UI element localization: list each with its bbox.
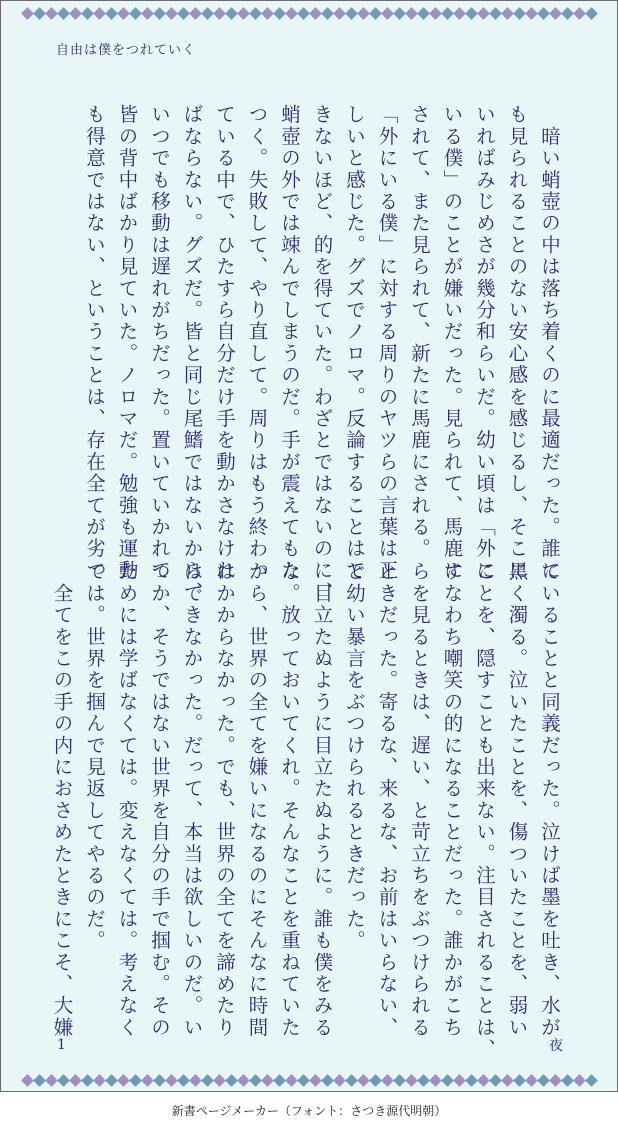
border-diamond (453, 1074, 466, 1087)
border-diamond (345, 7, 358, 20)
border-diamond (285, 7, 298, 20)
page-number: 1 (57, 1037, 66, 1053)
border-diamond (309, 7, 322, 20)
text-line: いればみじめさが幾分和らいだ。幼い頃は「外に (473, 104, 496, 582)
text-line: ことを、隠すことも出来ない。注目されることは、 (473, 561, 496, 1061)
border-diamond (81, 1074, 94, 1087)
text-line: はかからなかった。でも、世界の全てを諦めたり (213, 561, 236, 1039)
border-diamond (33, 1074, 46, 1087)
border-diamond (165, 1074, 178, 1087)
border-diamond (525, 1074, 538, 1087)
border-diamond (249, 1074, 262, 1087)
border-diamond (513, 1074, 526, 1087)
border-diamond (369, 7, 382, 20)
text-line: ては。世界を掴んで見返してやるのだ。 (83, 561, 106, 952)
border-diamond (153, 1074, 166, 1087)
text-line: いる僕」のことが嫌いだった。見られて、馬鹿に (440, 104, 464, 582)
border-diamond (117, 1074, 130, 1087)
text-line: はできなかった。だって、本当は欲しいのだ。い (180, 561, 204, 1039)
border-diamond (21, 7, 34, 20)
text-line: らを見るときは、遅い、と苛立ちをぶつけられる (408, 561, 431, 1039)
border-diamond (261, 1074, 274, 1087)
decorative-border-top (1, 5, 617, 21)
text-line: 目立たぬように目立たぬように。誰も僕をみる (310, 561, 334, 1039)
border-diamond (441, 1074, 454, 1087)
border-diamond (321, 7, 334, 20)
border-diamond (129, 7, 142, 20)
border-diamond (417, 1074, 430, 1087)
text-line: から、世界の全てを嫌いになるのにそんなに時間 (245, 561, 269, 1039)
border-diamond (213, 7, 226, 20)
text-line: されて、また見られて、新たに馬鹿にされる。 (408, 104, 431, 560)
text-line: いつでも移動は遅れがちだった。置いていかれて (148, 104, 171, 582)
text-line: ていることと同義だった。泣けば墨を吐き、水が (538, 561, 561, 1039)
border-diamond (477, 7, 490, 20)
border-diamond (57, 1074, 70, 1087)
border-diamond (549, 1074, 562, 1087)
border-diamond (309, 1074, 322, 1087)
border-diamond (489, 7, 502, 20)
text-line: つく。失敗して、やり直して。周りはもう終わっ (245, 104, 269, 582)
border-diamond (273, 7, 286, 20)
border-diamond (201, 1074, 214, 1087)
border-diamond (237, 7, 250, 20)
border-diamond (189, 1074, 202, 1087)
border-diamond (549, 7, 562, 20)
border-diamond (69, 1074, 82, 1087)
text-line: 皆の背中ばかり見ていた。ノロマだ。勉強も運動 (115, 104, 139, 582)
border-diamond (69, 7, 82, 20)
text-block-lower (50, 561, 565, 1061)
border-diamond (249, 7, 262, 20)
border-diamond (177, 1074, 190, 1087)
border-diamond (393, 1074, 406, 1087)
border-diamond (153, 7, 166, 20)
border-diamond (105, 7, 118, 20)
border-diamond (357, 7, 370, 20)
border-diamond (561, 7, 574, 20)
border-diamond (405, 7, 418, 20)
border-diamond (501, 7, 514, 20)
border-diamond (453, 7, 466, 20)
border-diamond (345, 1074, 358, 1087)
border-diamond (405, 1074, 418, 1087)
border-diamond (357, 1074, 370, 1087)
border-diamond (93, 7, 106, 20)
border-diamond (465, 1074, 478, 1087)
text-line: も得意ではない、ということは、存在全てが劣っ (83, 104, 106, 582)
border-diamond (537, 7, 550, 20)
border-diamond (333, 7, 346, 20)
text-line: きないほど、的を得ていた。わざとではないのに、 (310, 104, 334, 604)
border-diamond (525, 7, 538, 20)
border-diamond (381, 1074, 394, 1087)
border-diamond (201, 7, 214, 20)
border-diamond (261, 7, 274, 20)
border-diamond (21, 1074, 34, 1087)
border-diamond (117, 7, 130, 20)
text-line: 蛸壺の外では竦んでしまうのだ。手が震えてもた (278, 104, 301, 582)
text-line: ときだった。寄るな、来るな、お前はいらない、 (375, 561, 399, 1039)
border-diamond (429, 7, 442, 20)
border-diamond (105, 1074, 118, 1087)
border-diamond (165, 7, 178, 20)
border-diamond (237, 1074, 250, 1087)
border-diamond (501, 1074, 514, 1087)
border-diamond (441, 7, 454, 20)
border-diamond (573, 7, 586, 20)
border-diamond (141, 7, 154, 20)
text-line: しいと感じた。グズでノロマ。反論することはで (343, 104, 366, 582)
border-diamond (465, 7, 478, 20)
text-line: と幼い暴言をぶつけられるときだった。 (343, 561, 366, 952)
text-line: すなわち嘲笑の的になることだった。誰かがこち (440, 561, 464, 1039)
border-diamond (81, 7, 94, 20)
text-line: ばならない。グズだ。皆と同じ尾鰭ではないから、 (180, 104, 204, 604)
border-diamond (573, 1074, 586, 1087)
border-diamond (225, 7, 238, 20)
border-diamond (33, 7, 46, 20)
border-diamond (477, 1074, 490, 1087)
text-line: 「外にいる僕」に対する周りのヤツらの言葉は正 (375, 104, 399, 582)
border-diamond (225, 1074, 238, 1087)
border-diamond (585, 1074, 598, 1087)
border-diamond (177, 7, 190, 20)
border-diamond (129, 1074, 142, 1087)
text-block-upper (83, 104, 565, 604)
text-line: ている中で、ひたすら自分だけ手を動かさなけれ (213, 104, 236, 582)
footer-credit: 新書ページメーカー（フォント：さつき源代明朝） (171, 1104, 447, 1118)
text-line: な。放っておいてくれ。そんなことを重ねていた (278, 561, 301, 1039)
border-diamond (213, 1074, 226, 1087)
border-diamond (273, 1074, 286, 1087)
text-line: 全てをこの手の内におさめたときにこそ、大嫌 (50, 561, 74, 1039)
border-diamond (369, 1074, 382, 1087)
border-diamond (561, 1074, 574, 1087)
border-diamond (513, 7, 526, 20)
border-diamond (297, 1074, 310, 1087)
text-line: も見られることのない安心感を感じるし、そこに (505, 104, 529, 582)
chapter-label: 夜 (549, 1038, 563, 1054)
border-diamond (393, 7, 406, 20)
text-line: 黒く濁る。泣いたことを、傷ついたことを、弱い (505, 561, 529, 1039)
border-diamond (489, 1074, 502, 1087)
border-diamond (537, 1074, 550, 1087)
border-diamond (321, 1074, 334, 1087)
text-line: ためには学ばなくては。変えなくては。考えなく (115, 561, 139, 1039)
page-header-title: 自由は僕をつれていく (56, 43, 197, 58)
border-diamond (297, 7, 310, 20)
text-line: 暗い蛸壺の中は落ち着くのに最適だった。誰に (538, 104, 561, 582)
border-diamond (285, 1074, 298, 1087)
text-line: つか、そうではない世界を自分の手で掴む。その (148, 561, 171, 1039)
border-diamond (333, 1074, 346, 1087)
border-diamond (141, 1074, 154, 1087)
decorative-border-bottom (1, 1072, 617, 1088)
border-diamond (57, 7, 70, 20)
border-diamond (417, 7, 430, 20)
border-diamond (189, 7, 202, 20)
border-diamond (45, 7, 58, 20)
border-diamond (429, 1074, 442, 1087)
border-diamond (93, 1074, 106, 1087)
border-diamond (381, 7, 394, 20)
border-diamond (45, 1074, 58, 1087)
border-diamond (585, 7, 598, 20)
